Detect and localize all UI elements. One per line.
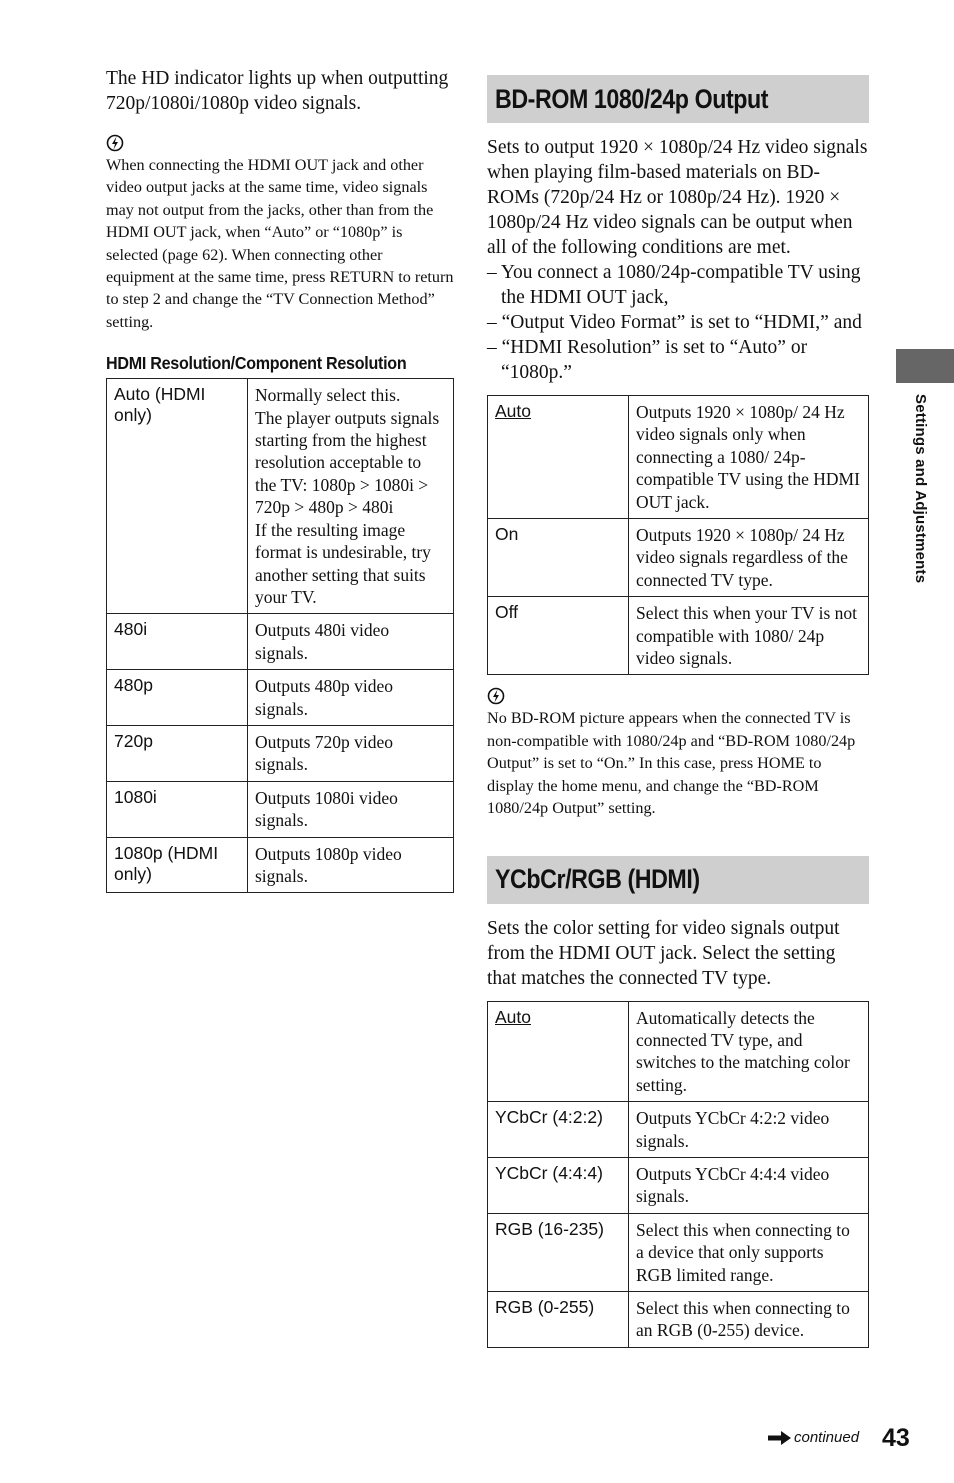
bdrom-body-text: Sets to output 1920 × 1080p/24 Hz video signals when playing film-based materials on BD-ROMs (720p/24 Hz or 1080p/24 Hz). 1920 × 1080p/24 Hz video signals can be output when all of the following conditions are met. — [487, 137, 868, 258]
table-row — [488, 1291, 869, 1347]
option-description: Outputs 1080i video signals. — [248, 781, 454, 837]
condition-item: – “HDMI Resolution” is set to “Auto” or “1080p.” — [487, 337, 808, 383]
option-description: Select this when connecting to an RGB (0-255) device. — [629, 1291, 869, 1347]
table-row — [488, 597, 869, 675]
option-description: Select this when your TV is not compatible with 1080/ 24p video signals. — [629, 597, 869, 675]
option-description: Outputs 480p video signals. — [248, 670, 454, 726]
condition-item: – “Output Video Format” is set to “HDMI,” and — [487, 312, 862, 333]
arrow-right-icon — [768, 1431, 792, 1445]
table-row — [107, 379, 454, 614]
table-row — [107, 837, 454, 893]
resolution-subheading: HDMI Resolution/Component Resolution — [106, 353, 407, 374]
option-description: Outputs 1920 × 1080p/ 24 Hz video signals regardless of the connected TV type. — [629, 519, 869, 597]
resolution-table — [106, 378, 454, 893]
continued-indicator — [768, 1429, 859, 1446]
option-description: Outputs 1080p video signals. — [248, 837, 454, 893]
option-name: 720p — [114, 730, 153, 751]
ycbcr-table — [487, 1001, 869, 1348]
side-section-label: Settings and Adjustments — [912, 394, 929, 584]
condition-item: – You connect a 1080/24p-compatible TV using the HDMI OUT jack, — [487, 262, 861, 308]
option-name: 480i — [114, 619, 148, 640]
table-row — [107, 725, 454, 781]
hdmi-note-text: When connecting the HDMI OUT jack and other video output jacks at the same time, video signals may not output from the jacks, other than from the HDMI OUT jack, when “Auto” or “1080p” is selected (page 62). When connecting other equipment at the same time, press RETURN to return to step 2 and change the “TV Connection Method” setting. — [106, 156, 454, 331]
ycbcr-section-title: YCbCr/RGB (HDMI) — [495, 864, 700, 894]
option-name: Off — [495, 602, 519, 623]
option-description: Outputs 1920 × 1080p/ 24 Hz video signals only when connecting a 1080/ 24p-compatible TV using the HDMI OUT jack. — [629, 396, 869, 519]
option-name: YCbCr (4:4:4) — [495, 1162, 603, 1183]
option-name: 480p — [114, 675, 153, 696]
option-name-cell — [107, 670, 248, 726]
right-column — [487, 75, 869, 1348]
option-description: Outputs 480i video signals. — [248, 614, 454, 670]
table-row — [488, 1213, 869, 1291]
option-description: Select this when connecting to a device that only supports RGB limited range. — [629, 1213, 869, 1291]
option-name: YCbCr (4:2:2) — [495, 1107, 603, 1128]
option-name: Auto (HDMI only) — [114, 384, 206, 426]
hint-lightning-icon — [106, 134, 124, 152]
option-description: Outputs 720p video signals. — [248, 725, 454, 781]
option-name: RGB (16-235) — [495, 1218, 604, 1239]
bdrom-section-header — [487, 75, 869, 123]
option-name: Auto — [495, 401, 531, 421]
hint-lightning-icon — [487, 687, 505, 705]
option-name: Auto — [495, 1006, 531, 1027]
table-row — [488, 1001, 869, 1102]
option-name-cell — [107, 725, 248, 781]
page-number: 43 — [882, 1424, 910, 1452]
option-name-cell — [488, 597, 629, 675]
left-column — [106, 66, 454, 893]
option-description: Outputs YCbCr 4:2:2 video signals. — [629, 1102, 869, 1158]
table-row — [107, 614, 454, 670]
table-row — [488, 1102, 869, 1158]
section-side-tab — [896, 349, 954, 383]
bdrom-note-text: No BD-ROM picture appears when the connected TV is non-compatible with 1080/24p and “BD-ROM 1080/24p Output” is set to “On.” In this case, press HOME to display the home menu, and change the “BD-ROM 1080/24p Output” setting. — [487, 709, 856, 818]
option-name-cell — [107, 614, 248, 670]
bdrom-table — [487, 395, 869, 675]
hd-indicator-text: The HD indicator lights up when outputting 720p/1080i/1080p video signals. — [106, 68, 449, 114]
option-name-cell — [488, 1291, 629, 1347]
option-name-cell — [107, 379, 248, 614]
option-name-cell — [107, 781, 248, 837]
table-row — [488, 1157, 869, 1213]
option-description: Outputs YCbCr 4:4:4 video signals. — [629, 1157, 869, 1213]
option-name: RGB (0-255) — [495, 1296, 595, 1317]
table-row — [488, 396, 869, 519]
option-name: 1080p (HDMI only) — [114, 842, 219, 884]
option-name-cell — [488, 396, 629, 519]
option-name: On — [495, 524, 519, 545]
ycbcr-section-header — [487, 856, 869, 904]
table-row — [488, 519, 869, 597]
option-name-cell — [107, 837, 248, 893]
option-name-cell — [488, 1157, 629, 1213]
option-name-cell — [488, 1213, 629, 1291]
option-description: Automatically detects the connected TV type, and switches to the matching color setting. — [629, 1001, 869, 1102]
option-name-cell — [488, 519, 629, 597]
option-name-cell — [488, 1102, 629, 1158]
ycbcr-body-text: Sets the color setting for video signals output from the HDMI OUT jack. Select the setting that matches the connected TV type. — [487, 917, 840, 989]
continued-label: continued — [794, 1429, 860, 1446]
option-description: Normally select this. The player outputs signals starting from the highest resolution acceptable to the TV: 1080p > 1080i > 720p > 480p > 480i If the resulting image format is undesirable, try another setting that suits your TV. — [248, 379, 454, 614]
table-row — [107, 670, 454, 726]
bdrom-section-title: BD-ROM 1080/24p Output — [495, 83, 769, 114]
option-name-cell — [488, 1001, 629, 1102]
table-row — [107, 781, 454, 837]
option-name: 1080i — [114, 786, 157, 807]
